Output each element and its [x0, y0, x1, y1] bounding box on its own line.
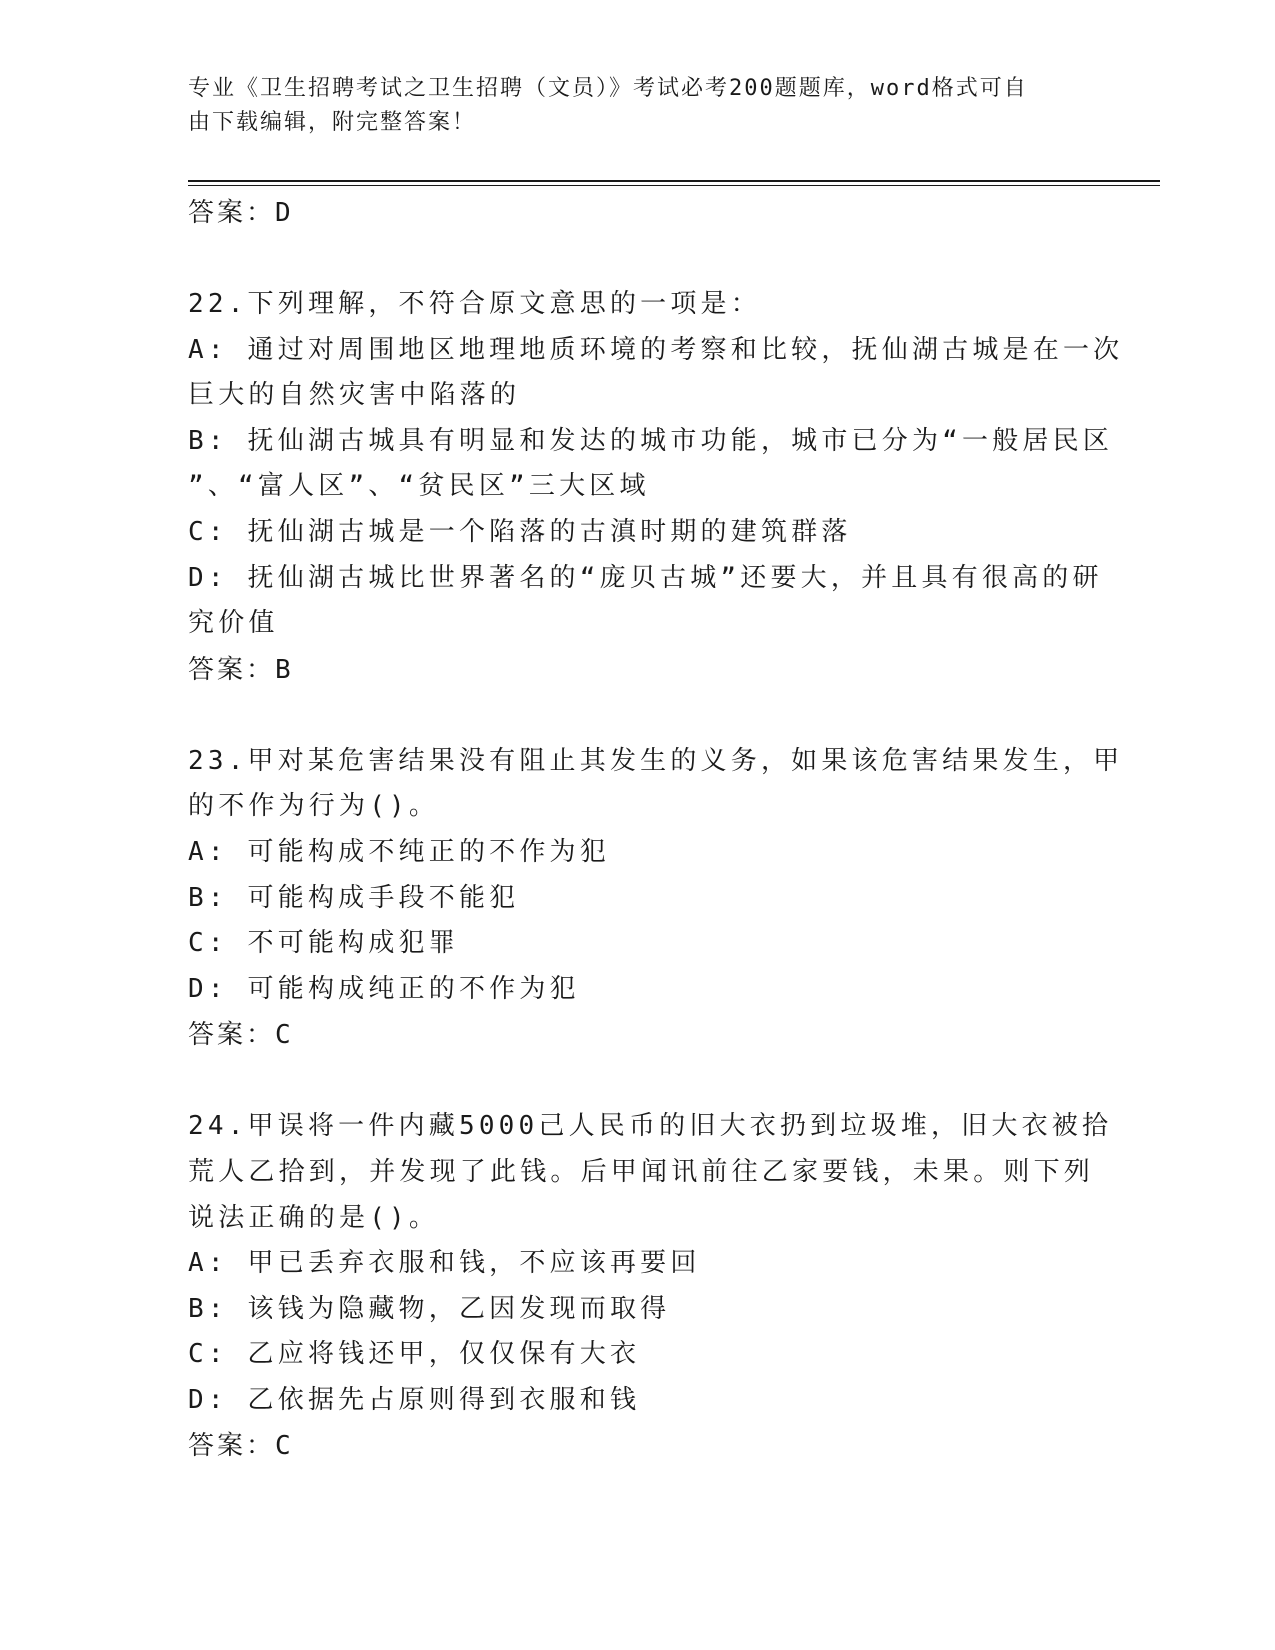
- header-divider-bottom: [188, 185, 1160, 186]
- answer-value: D: [275, 198, 293, 228]
- question-stem-line: 荒人乙拾到，并发现了此钱。后甲闻讯前往乙家要钱，未果。则下列: [188, 1156, 1095, 1187]
- header-divider-top: [188, 180, 1160, 182]
- question-stem-line: 24.甲误将一件内藏5000己人民币的旧大衣扔到垃圾堆，旧大衣被拾: [188, 1111, 1113, 1142]
- option-line: A: 通过对周围地区地理地质环境的考察和比较，抚仙湖古城是在一次: [188, 334, 1124, 365]
- answer-value: C: [275, 1431, 293, 1462]
- option-line: D: 抚仙湖古城比世界著名的“庞贝古城”还要大，并且具有很高的研: [188, 562, 1103, 593]
- question-24: [188, 1104, 1113, 1469]
- document-header: [188, 72, 1068, 140]
- question-stem-line: 22.下列理解，不符合原文意思的一项是：: [188, 289, 761, 319]
- option-b: [188, 419, 1114, 510]
- question-stem-line: 说法正确的是()。: [188, 1202, 440, 1233]
- option-line: 究价值: [188, 608, 279, 639]
- question-answer: [188, 1012, 1088, 1058]
- question-answer: [188, 1423, 1088, 1469]
- question-stem-line: 的不作为行为()。: [188, 791, 440, 822]
- option-a: A: 甲已丢弃衣服和钱，不应该再要回: [188, 1248, 701, 1279]
- option-d: D: 乙依据先占原则得到衣服和钱: [188, 1384, 641, 1415]
- option-c: C: 不可能构成犯罪: [188, 928, 459, 959]
- question-answer: [188, 647, 1088, 693]
- answer-value: B: [275, 654, 293, 685]
- option-a: A: 可能构成不纯正的不作为犯: [188, 836, 610, 867]
- spacer: [188, 1058, 1088, 1104]
- spacer: [188, 693, 1088, 739]
- question-23: [188, 739, 1124, 1059]
- answer-value: C: [275, 1020, 293, 1051]
- answer-label: 答案：: [188, 1431, 276, 1462]
- question-stem-line: 23.甲对某危害结果没有阻止其发生的义务，如果该危害结果发生，甲: [188, 745, 1124, 776]
- answer-label: 答案：: [188, 654, 276, 685]
- spacer: [188, 236, 1088, 282]
- document-content: [188, 190, 1124, 1469]
- option-line: B: 抚仙湖古城具有明显和发达的城市功能，城市已分为“一般居民区: [188, 425, 1114, 456]
- option-c: [188, 510, 1088, 556]
- option-b: B: 该钱为隐藏物，乙因发现而取得: [188, 1293, 671, 1324]
- answer-label: 答案：: [188, 1020, 276, 1051]
- header-line-1: 专业《卫生招聘考试之卫生招聘（文员）》考试必考200题题库，word格式可自: [188, 76, 1028, 101]
- option-line: 巨大的自然灾害中陷落的: [188, 380, 521, 411]
- option-d: D: 可能构成纯正的不作为犯: [188, 973, 580, 1004]
- option-d: [188, 556, 1103, 647]
- header-line-2: 由下载编辑，附完整答案！: [188, 110, 477, 135]
- question-22: [188, 282, 1124, 693]
- previous-answer: [188, 190, 1088, 236]
- option-line: ”、“富人区”、“贫民区”三大区域: [188, 471, 650, 502]
- answer-label: 答案：: [188, 198, 276, 228]
- option-b: B: 可能构成手段不能犯: [188, 882, 520, 913]
- option-line: C: 抚仙湖古城是一个陷落的古滇时期的建筑群落: [188, 516, 852, 547]
- option-a: [188, 328, 1124, 419]
- option-c: C: 乙应将钱还甲，仅仅保有大衣: [188, 1339, 641, 1370]
